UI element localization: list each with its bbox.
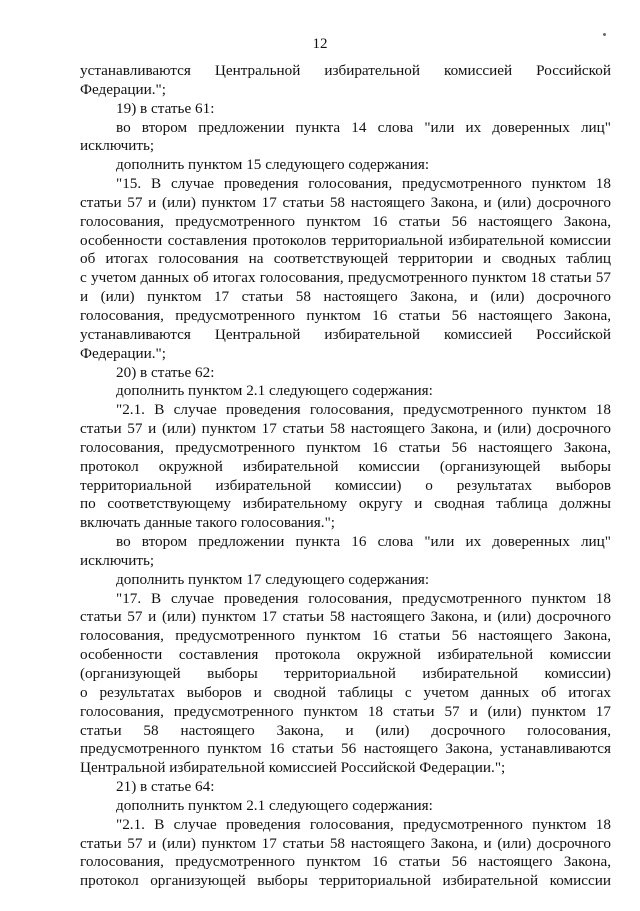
text-line: 20) в статье 62: <box>116 363 215 381</box>
text-line: о результатах выборов и сводной таблицы с учетом данных об итогах <box>80 683 611 701</box>
text-line: исключить; <box>80 137 155 155</box>
text-line: "2.1. В случае проведения голосования, предусмотренного пунктом 18 <box>116 401 611 419</box>
text-line: 19) в статье 61: <box>116 99 215 117</box>
text-line: территориальной избирательной комиссии) о результатах выборов <box>80 476 611 494</box>
text-line: протокол окружной избирательной комиссии (организующей выборы <box>80 457 611 475</box>
text-line: голосования, предусмотренного пунктом 16 статьи 56 настоящего Закона, <box>80 853 611 871</box>
text-line: статьи 57 и (или) пунктом 17 статьи 58 настоящего Закона, и (или) досрочного <box>80 834 611 852</box>
text-line: об итогах голосования на соответствующей территории и сводных таблиц <box>80 250 611 268</box>
scan-speck <box>603 33 606 36</box>
text-line: устанавливаются Центральной избирательной комиссией Российской <box>80 325 611 343</box>
text-line: "2.1. В случае проведения голосования, предусмотренного пунктом 18 <box>116 815 611 833</box>
text-line: устанавливаются Центральной избирательной комиссией Российской <box>80 62 611 79</box>
text-line: голосования, предусмотренного пунктом 16 статьи 56 настоящего Закона, <box>80 212 611 230</box>
text-line: во втором предложении пункта 14 слова "или их доверенных лиц" <box>116 118 611 136</box>
text-line: исключить; <box>80 551 155 569</box>
text-line: Федерации."; <box>80 80 166 98</box>
text-line: особенности составления протоколов территориальной избирательной комиссии <box>80 231 611 249</box>
text-line: статьи 57 и (или) пунктом 17 статьи 58 настоящего Закона, и (или) досрочного <box>80 420 611 438</box>
text-line: во втором предложении пункта 16 слова "или их доверенных лиц" <box>116 533 611 551</box>
text-line: дополнить пунктом 17 следующего содержания: <box>116 570 430 588</box>
text-line: голосования, предусмотренного пунктом 18 статьи 57 и (или) пунктом 17 <box>80 702 611 720</box>
text-line: дополнить пунктом 2.1 следующего содержания: <box>116 382 433 400</box>
text-line: Федерации."; <box>80 344 166 362</box>
text-line: голосования, предусмотренного пунктом 16 статьи 56 настоящего Закона, <box>80 438 611 456</box>
text-line: по соответствующему избирательному округу и сводная таблица должны <box>80 495 611 513</box>
text-line: дополнить пунктом 15 следующего содержания: <box>116 156 430 174</box>
text-line: (организующей выборы территориальной избирательной комиссии) <box>80 665 611 682</box>
text-line: 21) в статье 64: <box>116 778 215 796</box>
text-line: голосования, предусмотренного пунктом 16 статьи 56 настоящего Закона, <box>80 627 611 645</box>
text-line: статьи 57 и (или) пунктом 17 статьи 58 настоящего Закона, и (или) досрочного <box>80 608 611 626</box>
text-line: Центральной избирательной комиссией Российской Федерации."; <box>80 759 506 777</box>
page-number: 12 <box>312 36 328 52</box>
text-line: статьи 57 и (или) пунктом 17 статьи 58 настоящего Закона, и (или) досрочного <box>80 193 611 211</box>
text-line: дополнить пунктом 2.1 следующего содержания: <box>116 796 433 814</box>
text-line: "15. В случае проведения голосования, предусмотренного пунктом 18 <box>116 175 611 193</box>
text-line: предусмотренного пунктом 16 статьи 56 настоящего Закона, устанавливаются <box>80 740 611 758</box>
text-line: голосования, предусмотренного пунктом 16 статьи 56 настоящего Закона, <box>80 306 611 324</box>
text-line: и (или) пунктом 17 статьи 58 настоящего Закона, и (или) досрочного <box>80 288 611 306</box>
text-line: статьи 58 настоящего Закона, и (или) досрочного голосования, <box>80 721 611 739</box>
text-line: "17. В случае проведения голосования, предусмотренного пунктом 18 <box>116 589 611 607</box>
text-line: включать данные такого голосования."; <box>80 514 336 532</box>
document-body <box>80 62 611 891</box>
text-line: с учетом данных об итогах голосования, предусмотренного пунктом 18 статьи 57 <box>80 269 611 287</box>
text-line: особенности составления протокола окружной избирательной комиссии <box>80 646 611 664</box>
text-line: протокол организующей выборы территориальной избирательной комиссии <box>80 872 611 890</box>
